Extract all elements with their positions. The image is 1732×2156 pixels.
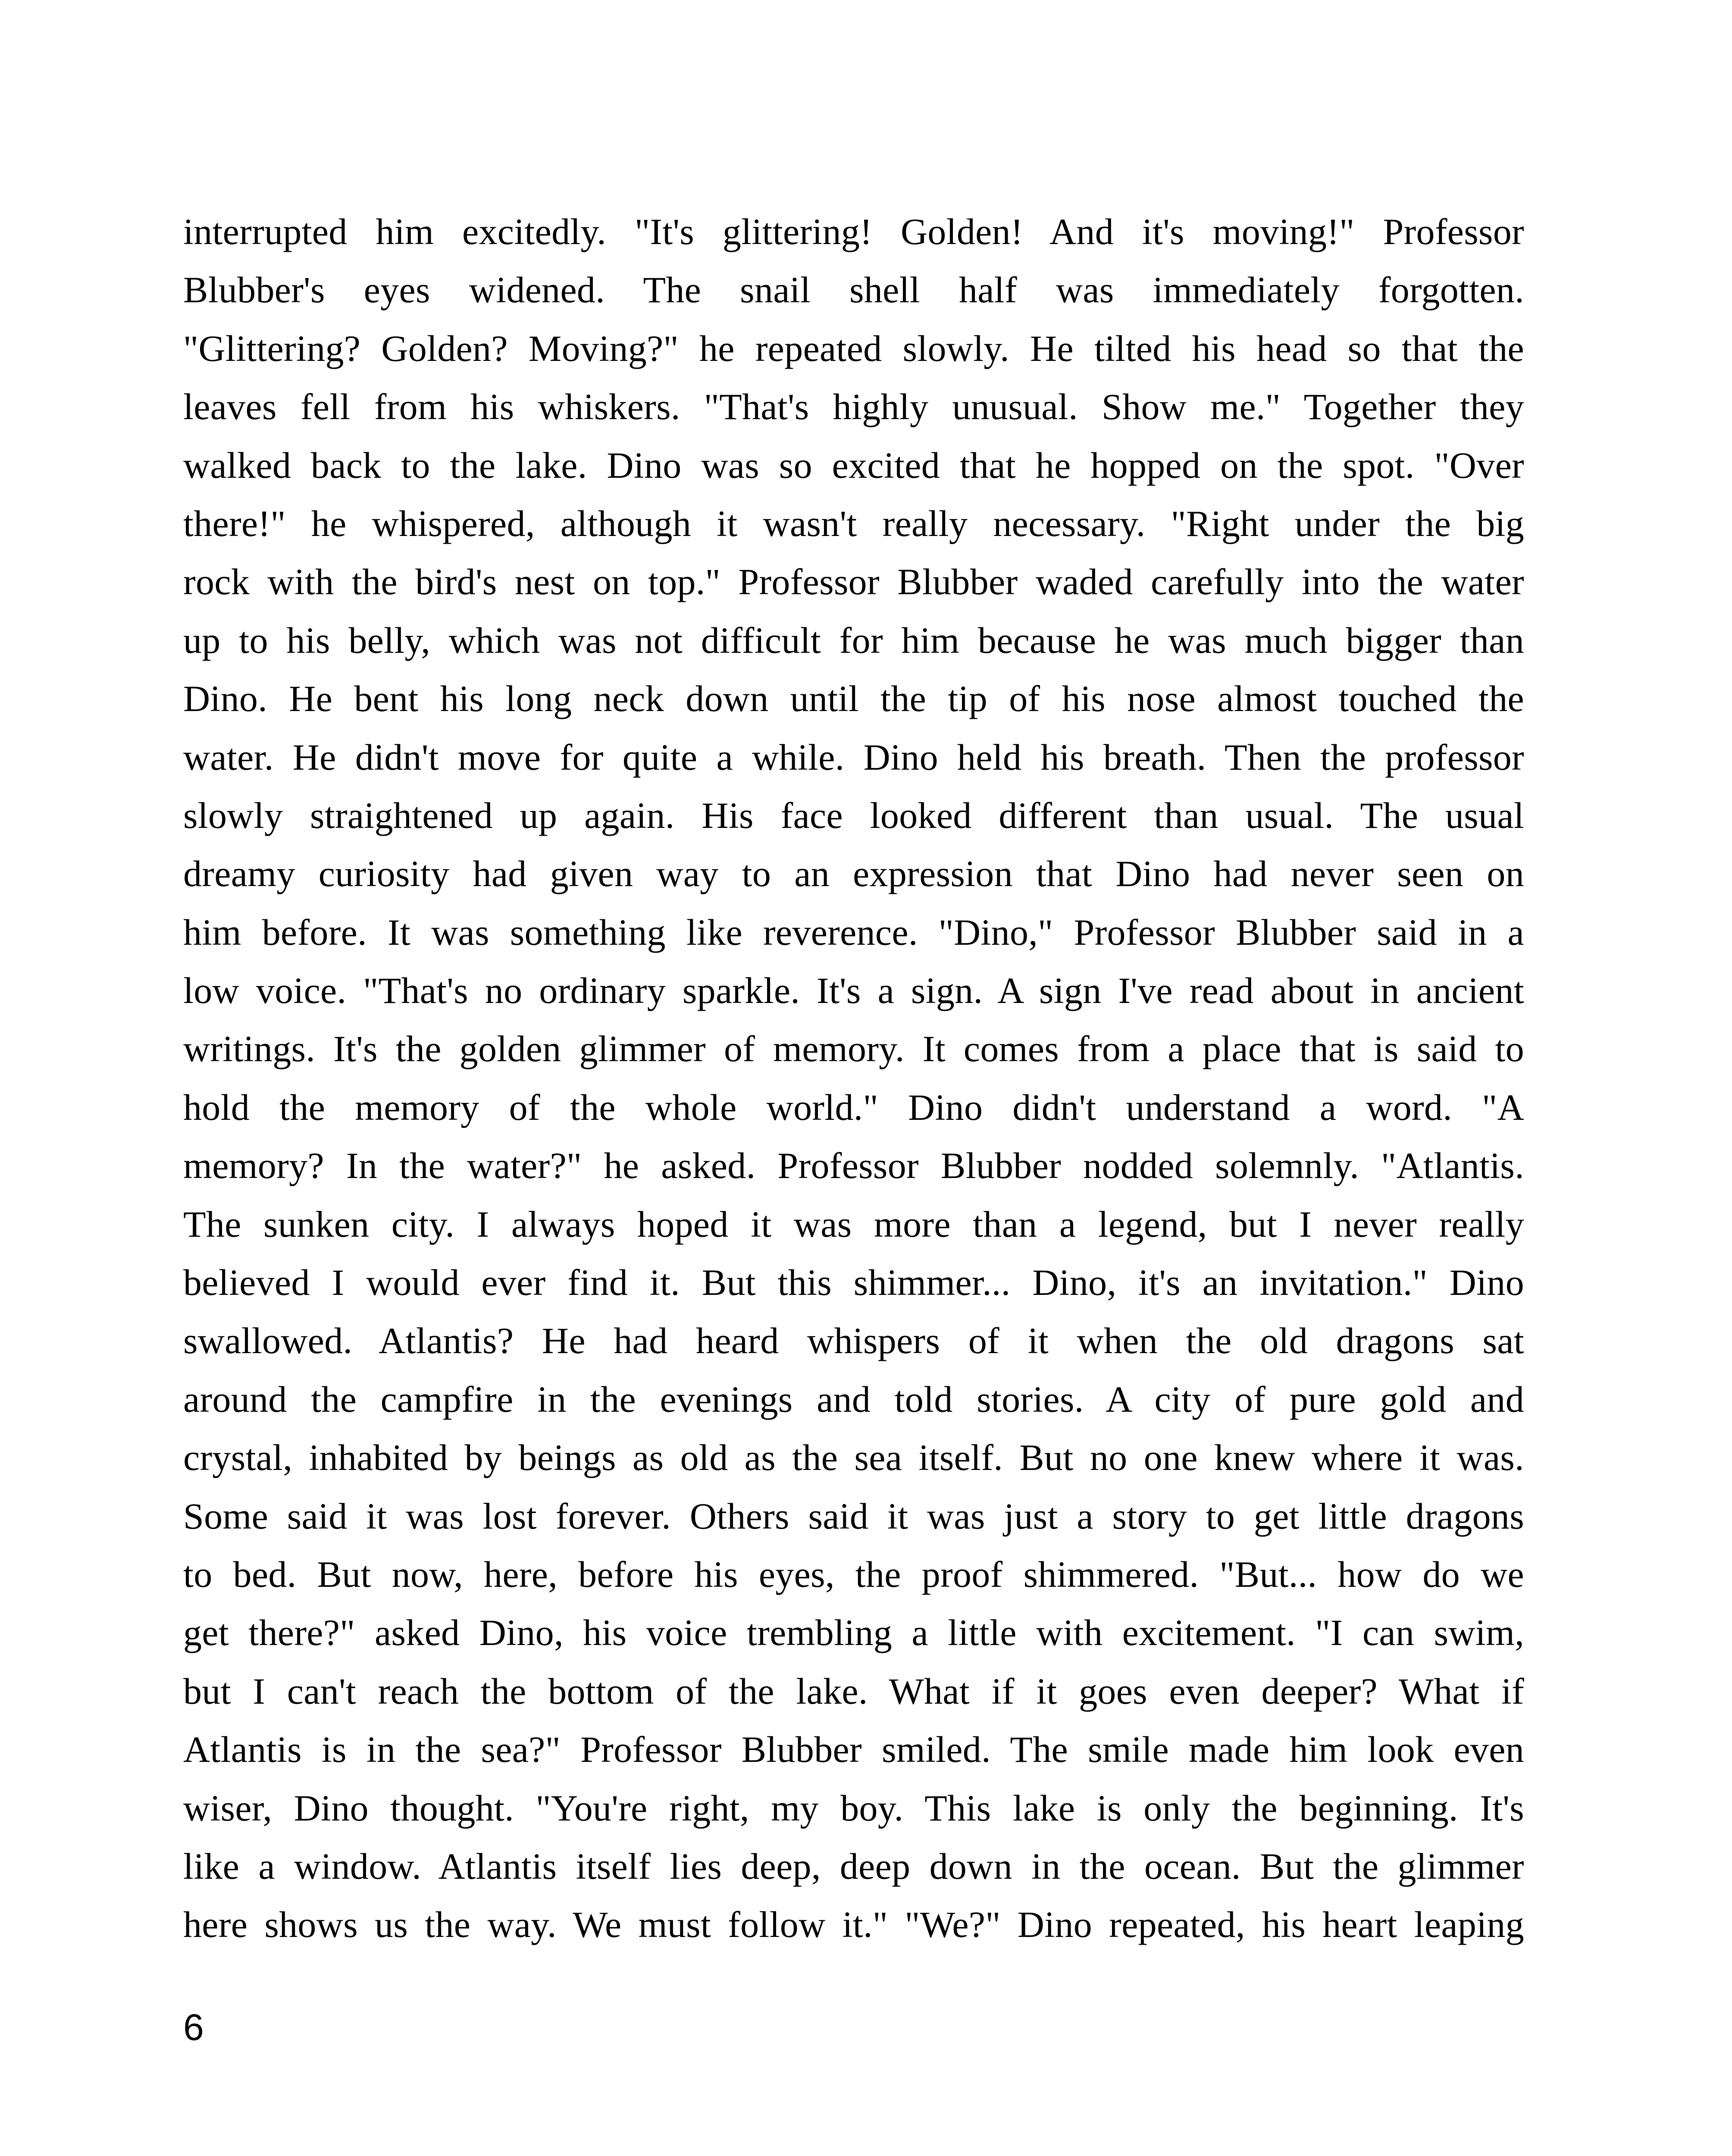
text-line: dreamy curiosity had given way to an expression that Dino had never seen on: [183, 853, 1524, 895]
text-line: rock with the bird's nest on top." Professor Blubber waded carefully into the water: [183, 561, 1524, 603]
text-line: wiser, Dino thought. "You're right, my boy. This lake is only the beginning. It's: [183, 1787, 1524, 1829]
text-line: Blubber's eyes widened. The snail shell half was immediately forgotten.: [183, 269, 1524, 311]
text-line: swallowed. Atlantis? He had heard whispers of it when the old dragons sat: [183, 1320, 1524, 1362]
page-number: 6: [183, 2007, 204, 2048]
text-line: writings. It's the golden glimmer of memory. It comes from a place that is said to: [183, 1028, 1524, 1070]
text-line: walked back to the lake. Dino was so excited that he hopped on the spot. "Over: [183, 444, 1524, 486]
text-line: believed I would ever find it. But this shimmer... Dino, it's an invitation." Dino: [183, 1262, 1524, 1304]
body-text: [183, 203, 1524, 1954]
text-line: "Glittering? Golden? Moving?" he repeated slowly. He tilted his head so that the: [183, 327, 1524, 369]
text-line: hold the memory of the whole world." Dino didn't understand a word. "A: [183, 1086, 1524, 1128]
text-line: slowly straightened up again. His face looked different than usual. The usual: [183, 794, 1524, 836]
text-line: leaves fell from his whiskers. "That's highly unusual. Show me." Together they: [183, 386, 1524, 428]
text-line: Some said it was lost forever. Others said it was just a story to get little dragons: [183, 1495, 1524, 1537]
text-line: there!" he whispered, although it wasn't really necessary. "Right under the big: [183, 502, 1524, 544]
text-line: Dino. He bent his long neck down until the tip of his nose almost touched the: [183, 678, 1524, 720]
text-line: low voice. "That's no ordinary sparkle. It's a sign. A sign I've read about in ancient: [183, 970, 1524, 1012]
text-line: like a window. Atlantis itself lies deep, deep down in the ocean. But the glimmer: [183, 1845, 1524, 1887]
text-line: but I can't reach the bottom of the lake. What if it goes even deeper? What if: [183, 1670, 1524, 1712]
text-line: Atlantis is in the sea?" Professor Blubber smiled. The smile made him look even: [183, 1729, 1524, 1771]
text-line: interrupted him excitedly. "It's glittering! Golden! And it's moving!" Professor: [183, 211, 1524, 252]
text-line: to bed. But now, here, before his eyes, the proof shimmered. "But... how do we: [183, 1553, 1524, 1595]
text-line: around the campfire in the evenings and told stories. A city of pure gold and: [183, 1378, 1524, 1420]
text-line: crystal, inhabited by beings as old as the sea itself. But no one knew where it was.: [183, 1437, 1524, 1479]
text-line: water. He didn't move for quite a while. Dino held his breath. Then the professor: [183, 736, 1524, 778]
text-line: The sunken city. I always hoped it was more than a legend, but I never really: [183, 1203, 1524, 1245]
text-line: up to his belly, which was not difficult for him because he was much bigger than: [183, 619, 1524, 661]
text-line: here shows us the way. We must follow it." "We?" Dino repeated, his heart leaping: [183, 1904, 1524, 1946]
text-line: him before. It was something like reverence. "Dino," Professor Blubber said in a: [183, 911, 1524, 953]
text-line: get there?" asked Dino, his voice trembling a little with excitement. "I can swim,: [183, 1612, 1524, 1654]
text-line: memory? In the water?" he asked. Professor Blubber nodded solemnly. "Atlantis.: [183, 1145, 1524, 1187]
